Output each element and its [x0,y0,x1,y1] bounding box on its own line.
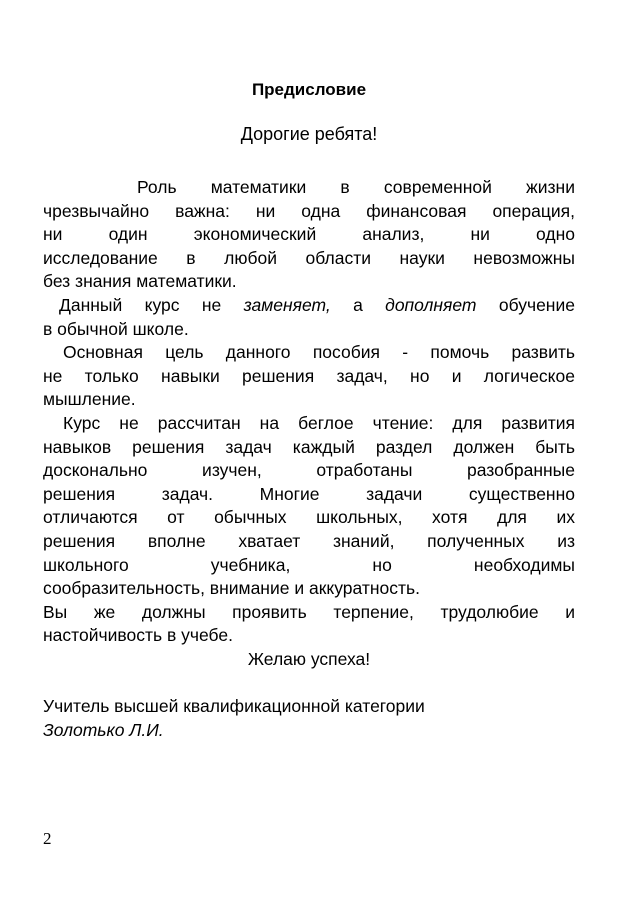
text-line: в обычной школе. [43,318,189,339]
text-line: не только навыки решения задач, но и логическое [43,365,575,386]
paragraph-course-supplement [43,294,575,341]
greeting: Дорогие ребята! [240,124,378,144]
paragraph-main-goal [43,341,575,412]
text-line: ни один экономический анализ, ни одно [43,224,575,245]
paragraph-role-of-math [43,176,575,294]
closing-wish: Желаю успеха! [247,648,371,669]
text-line: решения вполне хватает знаний, полученных из [43,530,575,551]
emphasis-supplements: дополняет [385,294,477,315]
text-line: мышление. [43,389,136,410]
text-line: Основная цель данного пособия - помочь развить [63,342,575,363]
text-line: досконально изучен, отработаны разобранные [43,460,575,481]
paragraph-patience [43,601,575,648]
text-line: решения задач. Многие задачи существенно [43,483,575,504]
page-number: 2 [43,829,52,848]
text-line: Вы же должны проявить терпение, трудолюбие и [43,601,575,622]
text-line: школьного учебника, но необходимы [43,554,575,575]
emphasis-replaces: заменяет, [243,294,331,315]
text-run: обучение [476,294,575,315]
text-line: без знания математики. [43,271,237,292]
text-run: Данный курс не [59,294,244,315]
text-line: Курс не рассчитан на беглое чтение: для развития [63,412,575,433]
signature-name: Золотько Л.И. [43,719,164,740]
preface-body [43,176,575,742]
text-line: навыков решения задач каждый раздел должен быть [43,436,575,457]
paragraph-course-reading [43,412,575,601]
page-title: Предисловие [251,80,367,99]
text-run: а [330,294,386,315]
blank-line [43,671,575,695]
text-line: Роль математики в современной жизни [137,177,575,197]
text-line: исследование в любой области науки невозможны [43,247,575,268]
text-line [43,294,575,318]
text-line: чрезвычайно важна: ни одна финансовая операция, [43,200,575,221]
text-line: настойчивость в учебе. [43,625,233,646]
text-line: отличаются от обычных школьных, хотя для их [43,507,575,528]
signature-role: Учитель высшей квалификационной категории [43,696,425,717]
text-line: сообразительность, внимание и аккуратность. [43,578,421,599]
